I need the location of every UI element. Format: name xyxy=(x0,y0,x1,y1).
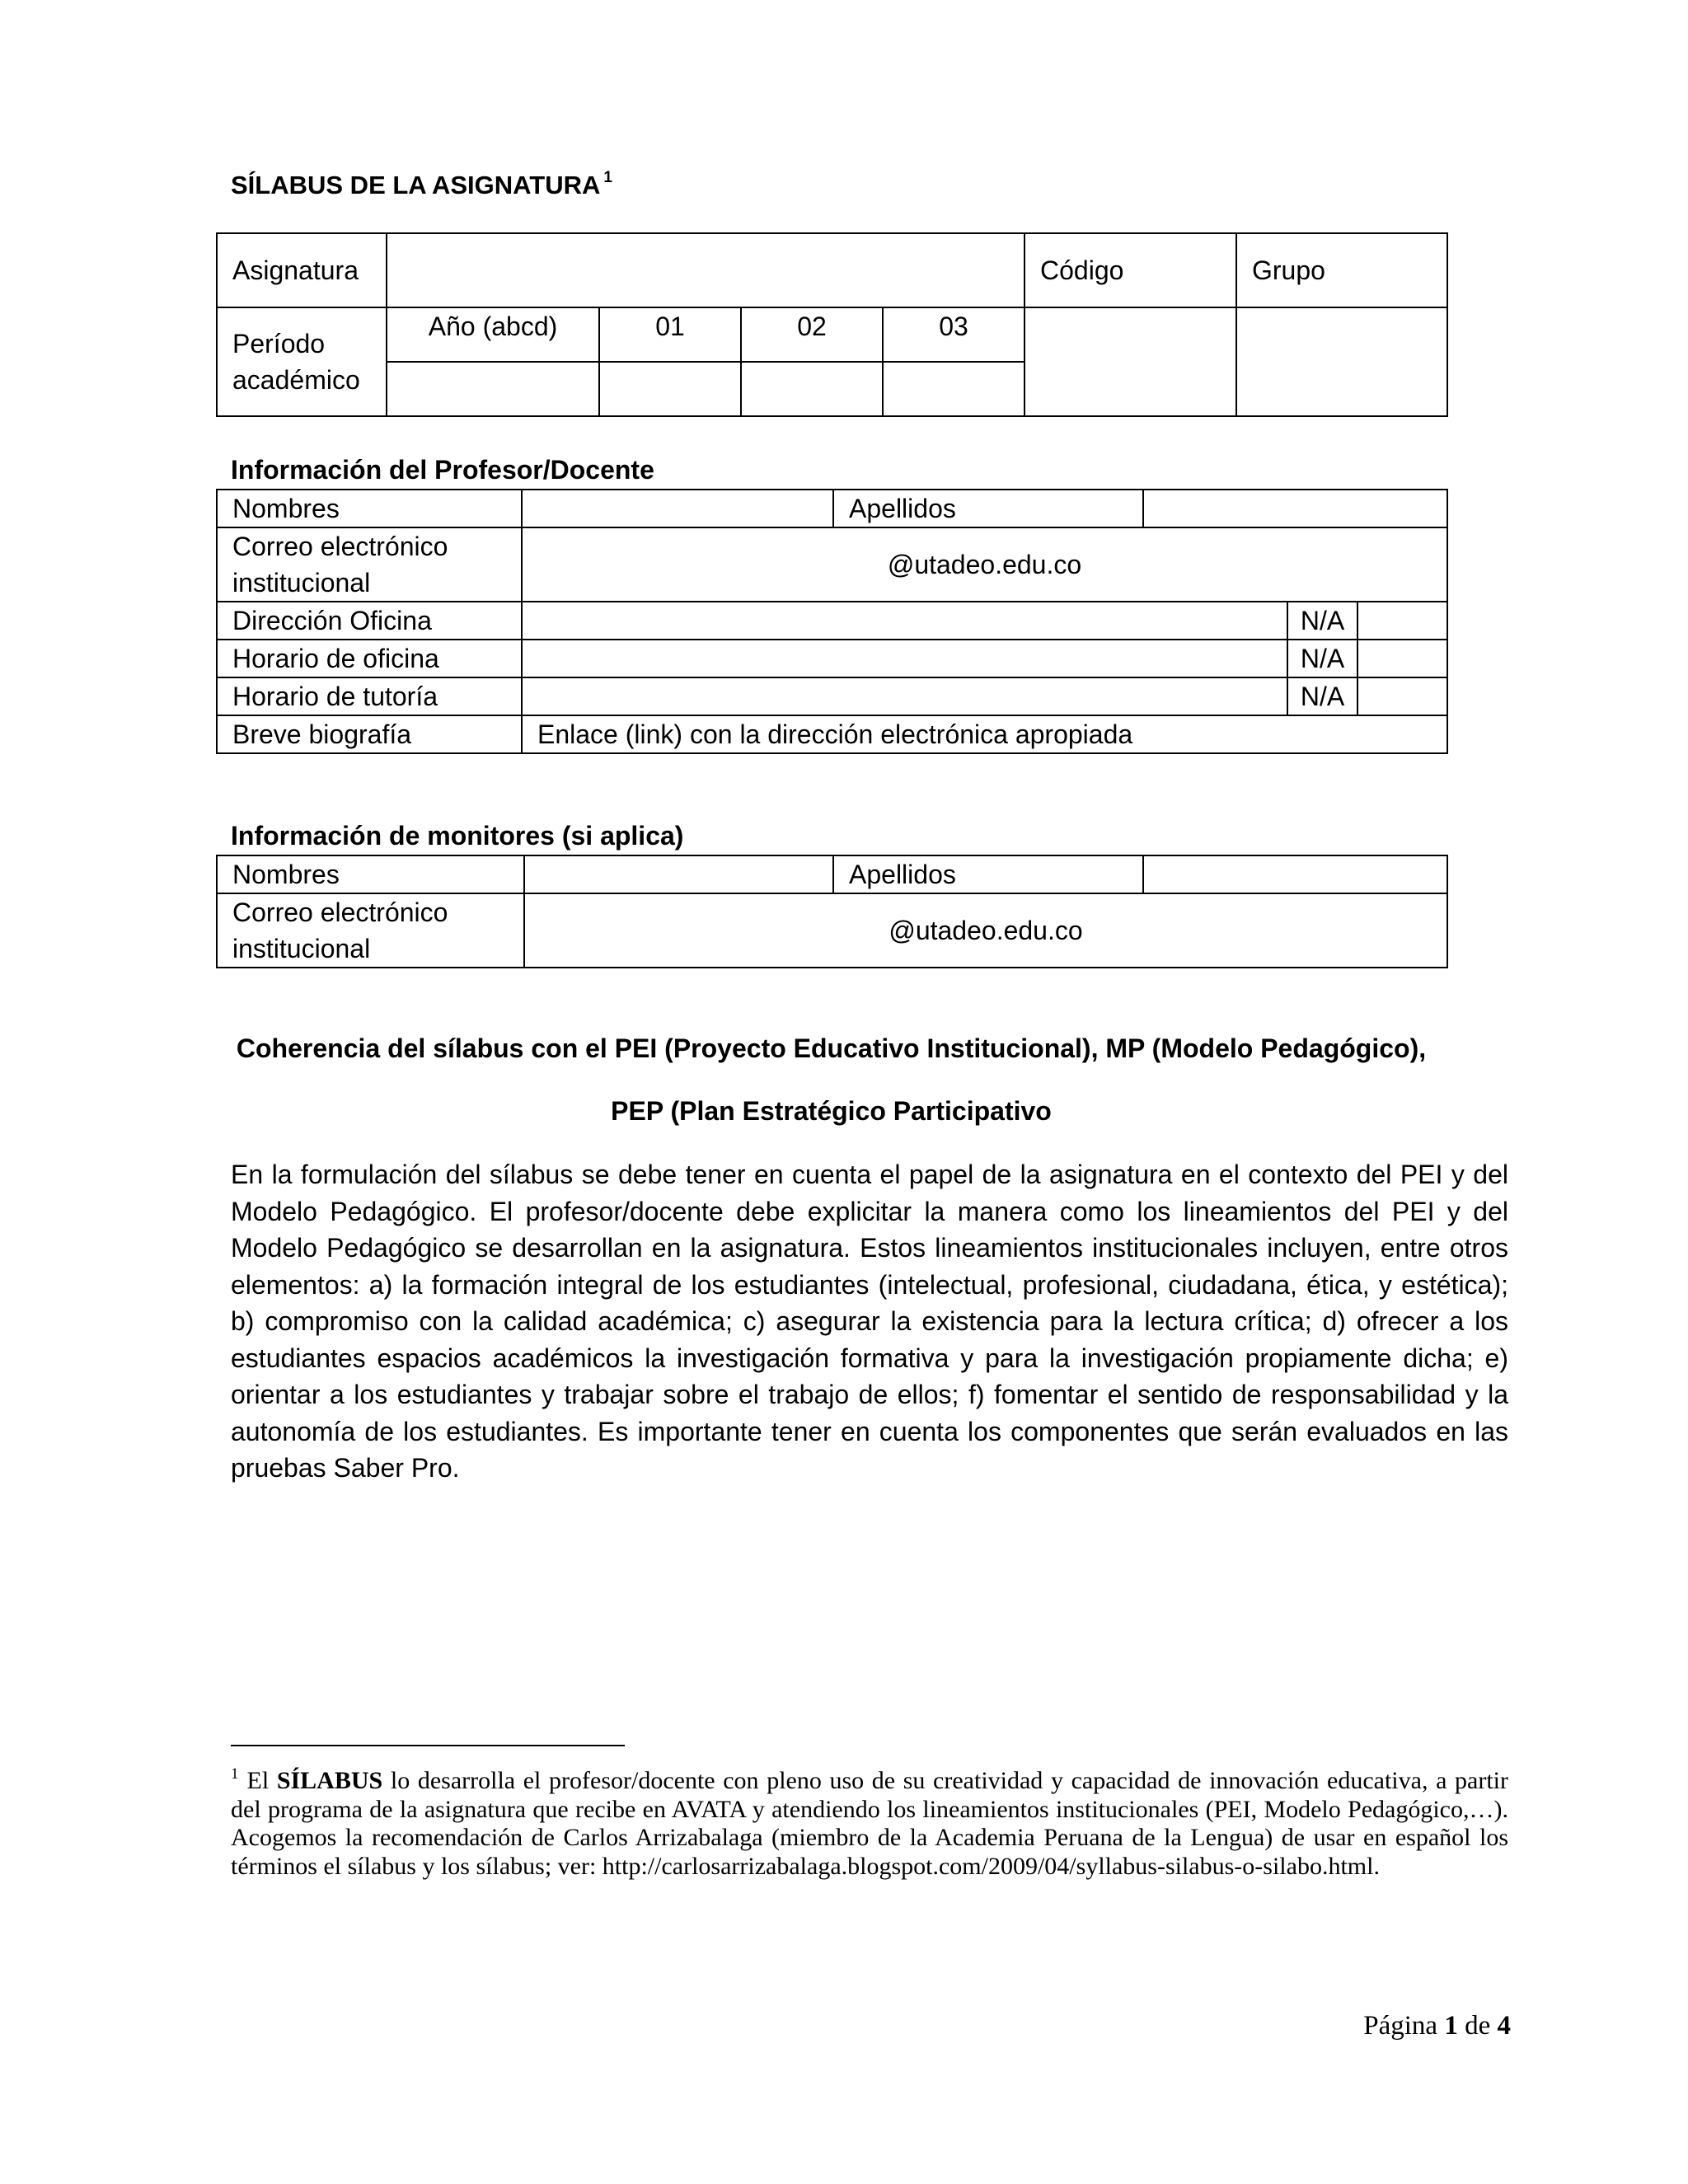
asignatura-label: Asignatura xyxy=(217,233,387,307)
page-number-prefix: Página xyxy=(1363,2011,1438,2041)
footnote-separator xyxy=(231,1745,625,1746)
monitor-nombres-field[interactable] xyxy=(524,855,833,893)
footnote-number: 1 xyxy=(231,1765,239,1783)
horario-tutoria-na-cell xyxy=(1287,677,1447,715)
year-label: Año (abcd) xyxy=(387,307,599,362)
footnote-bold-word: SÍLABUS xyxy=(276,1767,383,1794)
period-03-label: 03 xyxy=(883,307,1025,362)
biografia-label: Breve biografía xyxy=(217,715,522,753)
direccion-na-checkbox[interactable] xyxy=(1358,602,1447,639)
horario-tutoria-na-checkbox[interactable] xyxy=(1358,678,1447,715)
periodo-label: Período académico xyxy=(217,307,387,416)
document-title-text: SÍLABUS DE LA ASIGNATURA xyxy=(231,171,601,199)
professor-nombres-label: Nombres xyxy=(217,490,522,527)
horario-oficina-label: Horario de oficina xyxy=(217,640,522,677)
title-footnote-ref: 1 xyxy=(603,169,612,186)
page-number-separator: de xyxy=(1465,2011,1491,2041)
period-01-field[interactable] xyxy=(599,362,741,416)
professor-apellidos-label: Apellidos xyxy=(833,490,1143,527)
horario-tutoria-label: Horario de tutoría xyxy=(217,677,522,715)
period-02-field[interactable] xyxy=(741,362,883,416)
professor-email-field[interactable]: @utadeo.edu.co xyxy=(522,527,1447,602)
horario-tutoria-na-option[interactable]: N/A xyxy=(1288,678,1358,715)
coherence-heading-line1: Coherencia del sílabus con el PEI (Proyecto Educativo Institucional), MP (Modelo Pedagógico), xyxy=(236,1033,1427,1063)
monitor-apellidos-label: Apellidos xyxy=(833,855,1143,893)
monitors-section-heading: Información de monitores (si aplica) xyxy=(231,821,684,851)
footnote-lead: El xyxy=(246,1767,270,1794)
year-field[interactable] xyxy=(387,362,599,416)
grupo-label: Grupo xyxy=(1236,233,1447,307)
monitor-correo-label: Correo electrónico institucional xyxy=(217,893,524,968)
asignatura-field[interactable] xyxy=(387,233,1025,307)
page-number-total: 4 xyxy=(1497,2011,1511,2041)
horario-tutoria-field[interactable] xyxy=(522,677,1287,715)
horario-oficina-na-cell xyxy=(1287,640,1447,677)
period-01-label: 01 xyxy=(599,307,741,362)
coherence-paragraph: En la formulación del sílabus se debe tener en cuenta el papel de la asignatura en el contexto del PEI y del Modelo Pedagógico. El profesor/docente debe explicitar la manera como los lineamientos del PEI y del Modelo Pedagógico se desarrollan en la asignatura. Estos lineamientos institucionales incluyen, entre otros elementos: a) la formación integral de los estudiantes (intelectual, profesional, ciudadana, ética, y estética); b) compromiso con la calidad académica; c) asegurar la existencia para la lectura crítica; d) ofrecer a los estudiantes espacios académicos la investigación formativa y para la investigación propiamente dicha; e) orientar a los estudiantes y trabajar sobre el trabajo de ellos; f) fomentar el sentido de responsabilidad y la autonomía de los estudiantes. Es importante tener en cuenta los componentes que serán evaluados en las pruebas Saber Pro. xyxy=(231,1160,1508,1483)
period-02-label: 02 xyxy=(741,307,883,362)
professor-apellidos-field[interactable] xyxy=(1143,490,1447,527)
direccion-na-cell xyxy=(1287,602,1447,640)
direccion-oficina-field[interactable] xyxy=(522,602,1287,640)
monitor-apellidos-field[interactable] xyxy=(1143,855,1447,893)
footnote-text: lo desarrolla el profesor/docente con pleno uso de su creatividad y capacidad de innovación educativa, a partir del programa de la asignatura que recibe en AVATA y atendiendo los lineamientos institucionales (PEI, Modelo Pedagógico,…). Acogemos la recomendación de Carlos Arrizabalaga (miembro de la Academia Peruana de la Lengua) de usar en español los términos el sílabus y los sílabus; ver: http://carlosarrizabalaga.blogspot.com/2009/04/syllabus-silabus-o-silabo.html. xyxy=(231,1767,1509,1880)
codigo-label: Código xyxy=(1025,233,1236,307)
document-title xyxy=(231,169,612,200)
period-03-field[interactable] xyxy=(883,362,1025,416)
codigo-field[interactable] xyxy=(1025,307,1236,416)
horario-oficina-na-option[interactable]: N/A xyxy=(1288,640,1358,677)
coherence-heading-line2: PEP (Plan Estratégico Participativo xyxy=(611,1096,1052,1126)
course-info-table xyxy=(216,232,1448,417)
direccion-na-option[interactable]: N/A xyxy=(1288,602,1358,639)
horario-oficina-field[interactable] xyxy=(522,640,1287,677)
page-number-current: 1 xyxy=(1444,2011,1458,2041)
horario-oficina-na-checkbox[interactable] xyxy=(1358,640,1447,677)
grupo-field[interactable] xyxy=(1236,307,1447,416)
footnote xyxy=(231,1760,1508,1881)
professor-section-heading: Información del Profesor/Docente xyxy=(231,455,654,485)
professor-info-table xyxy=(216,489,1448,754)
page-number xyxy=(1363,2011,1511,2041)
biografia-link[interactable]: Enlace (link) con la dirección electrónica apropiada xyxy=(522,715,1447,753)
monitor-nombres-label: Nombres xyxy=(217,855,524,893)
monitor-email-field[interactable]: @utadeo.edu.co xyxy=(524,893,1447,968)
monitors-info-table xyxy=(216,855,1448,968)
direccion-oficina-label: Dirección Oficina xyxy=(217,602,522,640)
professor-nombres-field[interactable] xyxy=(522,490,833,527)
professor-correo-label: Correo electrónico institucional xyxy=(217,527,522,602)
